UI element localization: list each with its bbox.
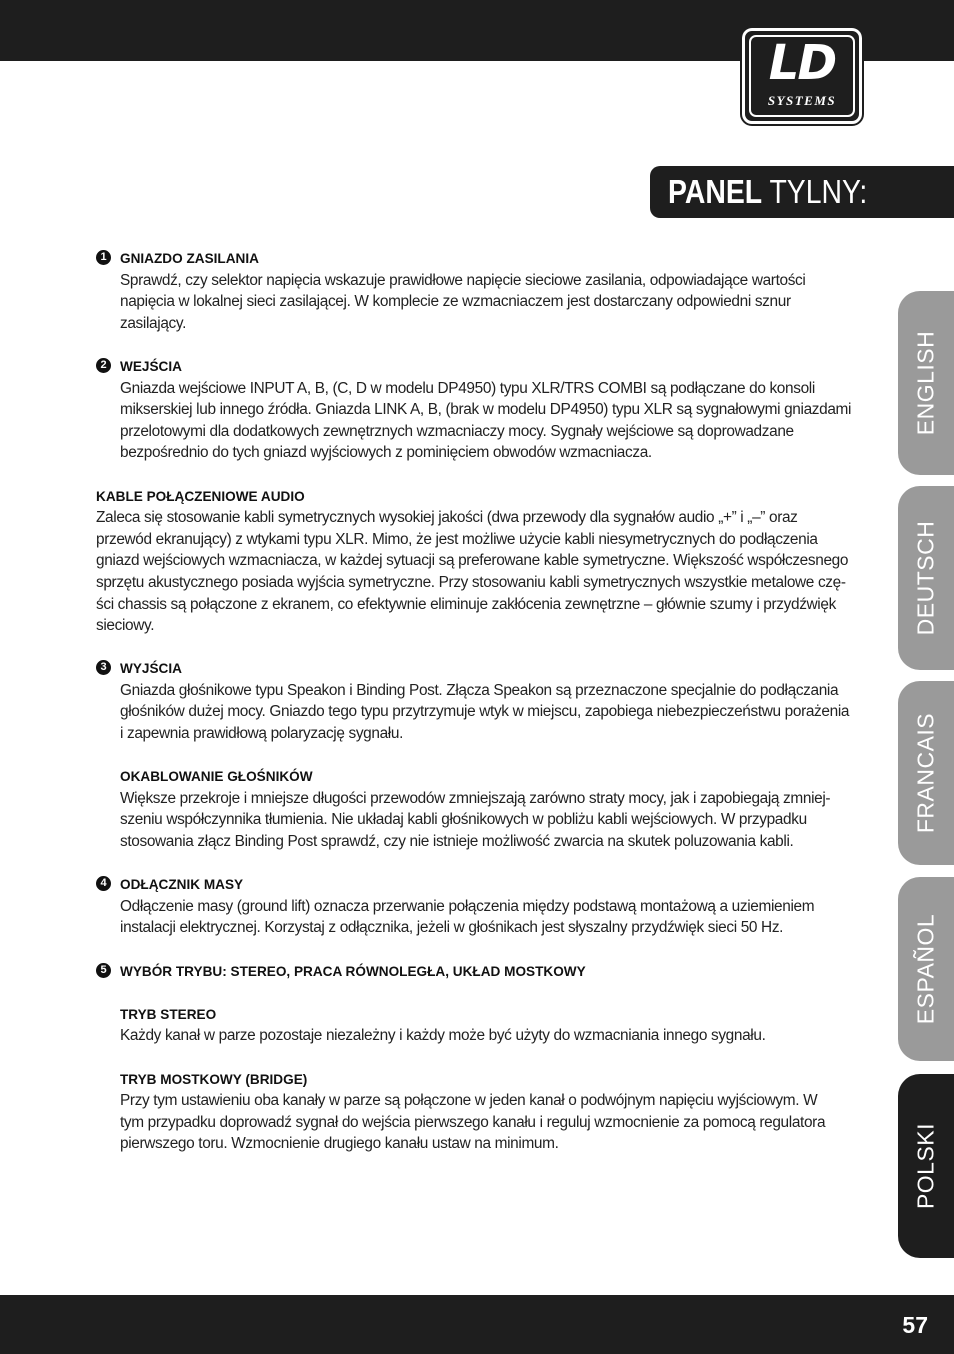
subsection-heading: TRYB MOSTKOWY (BRIDGE) bbox=[120, 1071, 308, 1087]
body-line: gniazd wejściowych wzmacniacza, w każdej sytuacji są preferowane kable symetryczne. Większość współczesnego bbox=[96, 552, 849, 570]
section-heading: GNIAZDO ZASILANIA bbox=[120, 251, 259, 266]
section-number: 3 bbox=[96, 660, 111, 675]
body-line: sprzętu akustycznego posiada wyjścia symetryczne. Przy stosowaniu kabli symetrycznych wszystkie metalowe czę- bbox=[96, 573, 846, 591]
section-heading: WYBÓR TRYBU: STEREO, PRACA RÓWNOLEGŁA, UKŁAD MOSTKOWY bbox=[120, 963, 586, 979]
ld-systems-logo bbox=[742, 28, 862, 124]
body-line: stosowania złącz Binding Post sprawdź, czy nie istnieje możliwość zwarcia na skutek poluzowania kabli. bbox=[120, 833, 794, 851]
section-number: 2 bbox=[96, 358, 111, 373]
section-ground-lift bbox=[96, 874, 858, 939]
tab-english[interactable] bbox=[898, 291, 954, 475]
body-line: głośników dużej mocy. Gniazdo tego typu przytrzymuje wtyk w miejscu, zapobiega niebezpieczeństwu porażenia bbox=[120, 703, 850, 721]
page-title-rest: TYLNY: bbox=[762, 173, 868, 210]
bottom-bar bbox=[0, 1295, 954, 1354]
section-power-socket bbox=[96, 248, 858, 334]
section-mode-select bbox=[96, 961, 858, 1155]
body-line: przelotowymi dla dodatkowych zewnętrznych wzmacniaczy mocy. Sygnały wejściowe są doprowadzane bbox=[120, 422, 794, 440]
section-inputs bbox=[96, 356, 858, 464]
section-number: 1 bbox=[96, 250, 111, 265]
body-line: Większe przekroje i mniejsze długości przewodów zmniejszają zarówno straty mocy, jak i zapobiegają zmniej- bbox=[120, 789, 831, 807]
body-line: Sprawdź, czy selektor napięcia wskazuje prawidłowe napięcie sieciowe zasilania, odpowiadające wartości bbox=[120, 271, 806, 289]
page-number: 57 bbox=[902, 1312, 928, 1338]
body-line: przewód ekranujący) z wtykami typu XLR. Mimo, że jest możliwe użycie kabli niesymetrycznych do podłączenia bbox=[96, 530, 818, 548]
main-content bbox=[96, 248, 858, 1177]
tab-deutsch[interactable] bbox=[898, 486, 954, 670]
body-line: bezpośrednio do tych gniazd wyjściowych z pominięciem obwodów wzmacniacza. bbox=[120, 444, 652, 462]
body-line: Gniazda wejściowe INPUT A, B, (C, D w modelu DP4950) typu XLR/TRS COMBI są podłączane do konsoli bbox=[120, 379, 815, 397]
page-title bbox=[668, 173, 867, 211]
body-line: mikserskiej lub innego źródła. Gniazda LINK A, B, (brak w modelu DP4950) typu XLR są sygnałowymi gniazdami bbox=[120, 401, 852, 419]
body-line: Każdy kanał w parze pozostaje niezależny i każdy może być użyty do wzmacniania innego sygnału. bbox=[120, 1027, 766, 1045]
body-line: tym przypadku doprowadź sygnał do wejścia pierwszego kanału i reguluj wzmocnienie za pomocą regulatora bbox=[120, 1113, 826, 1131]
body-line: instalacji elektrycznej. Korzystaj z odłącznika, jeżeli w głośnikach jest słyszalny przydźwięk sieci 50 Hz. bbox=[120, 919, 784, 937]
tab-label: POLSKI bbox=[912, 1122, 939, 1210]
body-line: i zapewnia prawidłową polaryzację sygnału. bbox=[120, 725, 404, 743]
body-line: ści chassis są połączone z ekranem, co efektywnie eliminuje zakłócenia zewnętrzne – głównie szumy i przydźwięk bbox=[96, 595, 836, 613]
section-number: 4 bbox=[96, 876, 111, 891]
tab-label: FRANCAIS bbox=[912, 712, 939, 834]
section-audio-cables bbox=[96, 486, 858, 637]
body-line: pierwszego toru. Wzmocnienie drugiego kanału ustaw na minimum. bbox=[120, 1135, 559, 1153]
page-title-box bbox=[650, 166, 954, 218]
section-outputs bbox=[96, 658, 858, 852]
body-line: Odłączenie masy (ground lift) oznacza przerwanie połączenia między podstawą montażową a uziemieniem bbox=[120, 897, 815, 915]
logo-subtitle: SYSTEMS bbox=[767, 93, 837, 108]
body-line: szeniu współczynnika tłumienia. Nie układaj kabli głośnikowych w pobliżu kabli wejściowych. W przypadku bbox=[120, 811, 807, 829]
body-line: napięcia w lokalnej sieci zasilającej. W komplecie ze wzmacniaczem jest dostarczany odpowiedni sznur bbox=[120, 293, 791, 311]
logo-mark: LD bbox=[768, 35, 836, 91]
tab-espanol[interactable] bbox=[898, 877, 954, 1061]
subsection-heading: OKABLOWANIE GŁOŚNIKÓW bbox=[120, 769, 313, 785]
section-heading: WEJŚCIA bbox=[120, 358, 182, 374]
subsection-heading: TRYB STEREO bbox=[120, 1006, 217, 1022]
tab-label: ESPAÑOL bbox=[912, 913, 939, 1025]
section-heading: KABLE POŁĄCZENIOWE AUDIO bbox=[96, 488, 305, 504]
body-line: sieciowy. bbox=[96, 617, 155, 635]
tab-francais[interactable] bbox=[898, 681, 954, 865]
tab-label: DEUTSCH bbox=[912, 520, 939, 636]
tab-label: ENGLISH bbox=[912, 330, 939, 436]
body-line: Zaleca się stosowanie kabli symetrycznych wysokiej jakości (dwa przewody dla sygnałów audio „+” i „–” oraz bbox=[96, 509, 798, 527]
body-line: Gniazda głośnikowe typu Speakon i Binding Post. Złącza Speakon są przeznaczone specjalnie do podłączania bbox=[120, 681, 839, 699]
page-title-bold: PANEL bbox=[668, 173, 763, 210]
tab-polski[interactable] bbox=[898, 1074, 954, 1258]
body-line: zasilający. bbox=[120, 314, 187, 332]
body-line: Przy tym ustawieniu oba kanały w parze są połączone w jeden kanał o podwójnym napięciu wyjściowym. W bbox=[120, 1092, 818, 1110]
section-heading: WYJŚCIA bbox=[120, 661, 182, 677]
section-heading: ODŁĄCZNIK MASY bbox=[120, 877, 244, 893]
section-number: 5 bbox=[96, 963, 111, 978]
